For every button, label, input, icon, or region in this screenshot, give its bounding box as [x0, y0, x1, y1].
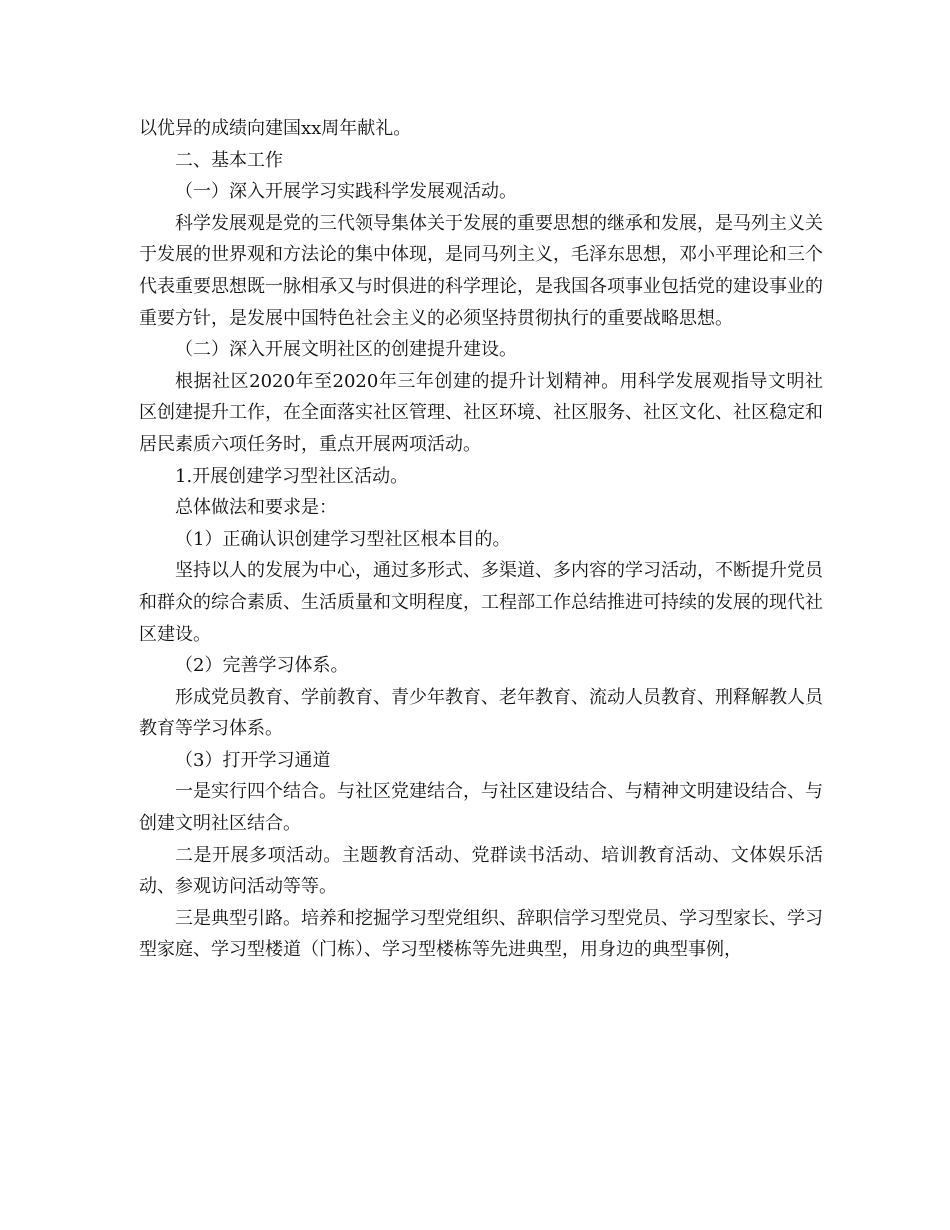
- paragraph: 二是开展多项活动。主题教育活动、党群读书活动、培训教育活动、文体娱乐活动、参观访问活动等等。: [139, 844, 823, 898]
- paragraph: 根据社区2020年至2020年三年创建的提升计划精神。用科学发展观指导文明社区创建提升工作，在全面落实社区管理、社区环境、社区服务、社区文化、社区稳定和居民素质六项任务时，重点开展两项活动。: [139, 370, 823, 455]
- subheading-2: （二）深入开展文明社区的创建提升建设。: [175, 339, 517, 361]
- list-subitem-1: （1）正确认识创建学习型社区根本目的。: [175, 528, 511, 550]
- paragraph: 坚持以人的发展为中心，通过多形式、多渠道、多内容的学习活动，不断提升党员和群众的综合素质、生活质量和文明程度，工程部工作总结推进可持续的发展的现代社区建设。: [139, 560, 823, 645]
- list-subitem-3: （3）打开学习通道: [175, 749, 331, 771]
- paragraph: 科学发展观是党的三代领导集体关于发展的重要思想的继承和发展，是马列主义关于发展的世界观和方法论的集中体现，是同马列主义，毛泽东思想，邓小平理论和三个代表重要思想既一脉相承又与时俱进的科学理论，是我国各项事业包括党的建设事业的重要方针，是发展中国特色社会主义的必须坚持贯彻执行的重要战略思想。: [139, 212, 823, 329]
- paragraph: 形成党员教育、学前教育、青少年教育、老年教育、流动人员教育、刑释解教人员教育等学习体系。: [139, 686, 823, 740]
- paragraph: 总体做法和要求是：: [175, 497, 337, 519]
- paragraph: 一是实行四个结合。与社区党建结合，与社区建设结合、与精神文明建设结合、与创建文明社区结合。: [139, 781, 823, 835]
- list-subitem-2: （2）完善学习体系。: [175, 655, 349, 677]
- document-body: [139, 113, 823, 966]
- paragraph: 三是典型引路。培养和挖掘学习型党组织、辞职信学习型党员、学习型家长、学习型家庭、学习型楼道（门栋）、学习型楼栋等先进典型，用身边的典型事例，: [139, 907, 823, 961]
- paragraph-continuation: 以优异的成绩向建国xx周年献礼。: [139, 118, 412, 139]
- subheading-1: （一）深入开展学习实践科学发展观活动。: [175, 181, 517, 203]
- section-heading-basic-work: 二、基本工作: [175, 149, 283, 171]
- list-item-heading: 1.开展创建学习型社区活动。: [175, 465, 409, 487]
